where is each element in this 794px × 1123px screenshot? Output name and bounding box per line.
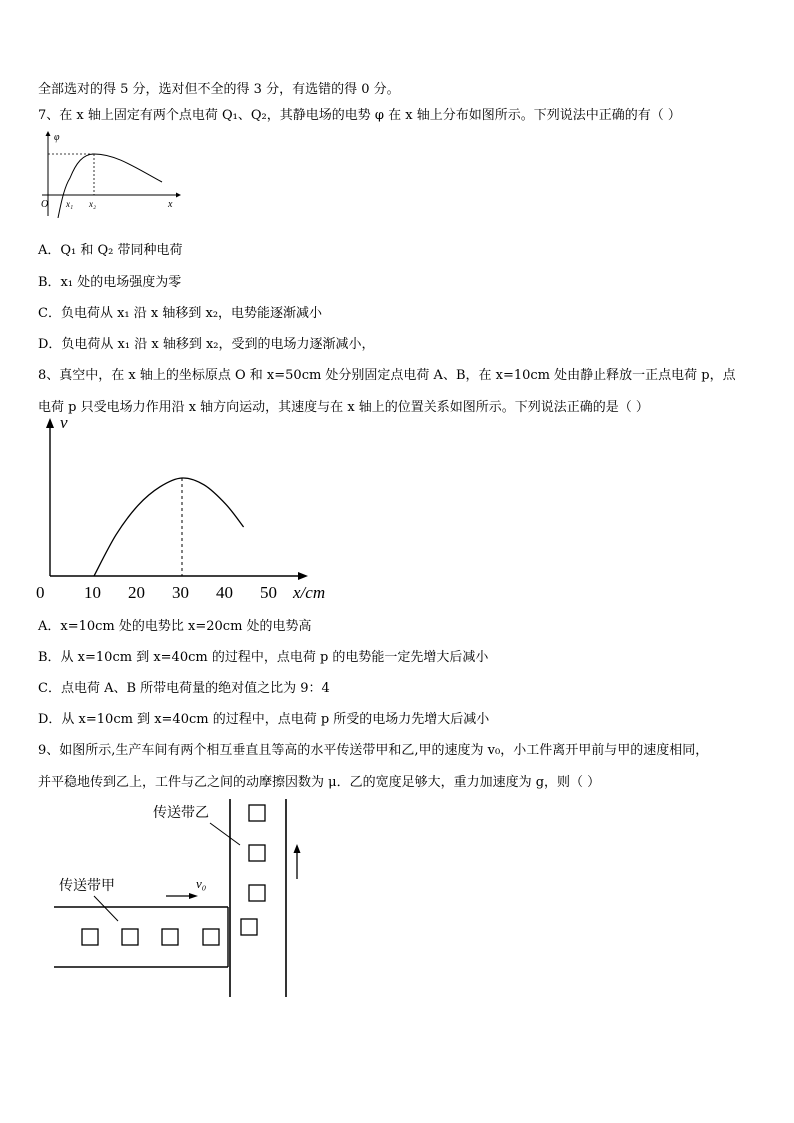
q8-x-tick-label: 20 bbox=[128, 583, 145, 602]
q8-option-d: D．从 x=10cm 到 x=40cm 的过程中，点电荷 p 所受的电场力先增大后减小 bbox=[38, 712, 490, 727]
q7-y-arrow bbox=[46, 131, 51, 136]
q7-option-c: C．负电荷从 x₁ 沿 x 轴移到 x₂，电势能逐渐减小 bbox=[38, 306, 323, 321]
v0-label: v₀ bbox=[196, 876, 207, 891]
q7-stem: 7、在 x 轴上固定有两个点电荷 Q₁、Q₂，其静电场的电势 φ 在 x 轴上分布如图所示。下列说法中正确的有（ ） bbox=[38, 108, 681, 123]
workpiece bbox=[203, 929, 219, 945]
belt-b-leader bbox=[210, 823, 240, 845]
q7-x1-label: x₁ bbox=[66, 199, 74, 209]
q8-y-arrow bbox=[46, 418, 54, 428]
q8-option-c: C．点电荷 A、B 所带电荷量的绝对值之比为 9：4 bbox=[38, 681, 330, 696]
q8-velocity-curve bbox=[94, 478, 244, 576]
workpiece bbox=[249, 845, 265, 861]
workpiece bbox=[249, 885, 265, 901]
q7-x-arrow bbox=[176, 193, 181, 198]
q8-x-arrow bbox=[298, 572, 308, 580]
workpiece bbox=[241, 919, 257, 935]
belt-b-label: 传送带乙 bbox=[153, 806, 209, 821]
q8-y-label: v bbox=[60, 414, 68, 432]
q8-x-tick-label: 40 bbox=[216, 583, 233, 602]
q8-x-tick-label: 0 bbox=[36, 583, 45, 602]
q8-x-tick-label: 50 bbox=[260, 583, 277, 602]
belt-a-label: 传送带甲 bbox=[59, 879, 115, 894]
q9-conveyor-figure bbox=[50, 795, 310, 1000]
q8-x-tick-label: 30 bbox=[172, 583, 189, 602]
workpiece bbox=[82, 929, 98, 945]
q8-velocity-chart bbox=[30, 414, 340, 606]
q7-y-label: φ bbox=[54, 132, 60, 143]
q7-origin-label: O bbox=[41, 199, 49, 210]
q7-option-d: D．负电荷从 x₁ 沿 x 轴移到 x₂，受到的电场力逐渐减小， bbox=[38, 337, 375, 352]
q8-x-label: x/cm bbox=[293, 583, 326, 602]
q8-stem-line2: 电荷 p 只受电场力作用沿 x 轴方向运动，其速度与在 x 轴上的位置关系如图所示。下列说法正确的是（ ） bbox=[38, 400, 649, 415]
intro-line: 全部选对的得 5 分，选对但不全的得 3 分，有选错的得 0 分。 bbox=[38, 82, 400, 97]
belt-b-arrowhead bbox=[294, 844, 301, 853]
q8-option-a: A．x=10cm 处的电势比 x=20cm 处的电势高 bbox=[38, 619, 312, 634]
q7-potential-curve bbox=[58, 154, 162, 218]
q7-option-b: B．x₁ 处的电场强度为零 bbox=[38, 275, 182, 290]
q7-potential-graph bbox=[36, 128, 186, 218]
q8-stem-line1: 8、真空中，在 x 轴上的坐标原点 O 和 x=50cm 处分别固定点电荷 A、B，在 x=10cm 处由静止释放一正点电荷 p，点 bbox=[38, 368, 736, 383]
workpiece bbox=[162, 929, 178, 945]
v0-arrowhead bbox=[189, 893, 198, 899]
q8-option-b: B．从 x=10cm 到 x=40cm 的过程中，点电荷 p 的电势能一定先增大后减小 bbox=[38, 650, 489, 665]
q9-stem-line1: 9、如图所示,生产车间有两个相互垂直且等高的水平传送带甲和乙,甲的速度为 v₀，小工件离开甲前与甲的速度相同， bbox=[38, 743, 709, 758]
q7-option-a: A．Q₁ 和 Q₂ 带同种电荷 bbox=[38, 243, 183, 258]
workpiece bbox=[249, 805, 265, 821]
workpiece bbox=[122, 929, 138, 945]
q9-stem-line2: 并平稳地传到乙上，工件与乙之间的动摩擦因数为 μ．乙的宽度足够大，重力加速度为 g，则（ ） bbox=[38, 775, 601, 790]
q7-x2-label: x₂ bbox=[89, 199, 97, 209]
belt-a-leader bbox=[94, 896, 118, 921]
q8-x-tick-label: 10 bbox=[84, 583, 101, 602]
q7-x-label: x bbox=[168, 199, 173, 210]
